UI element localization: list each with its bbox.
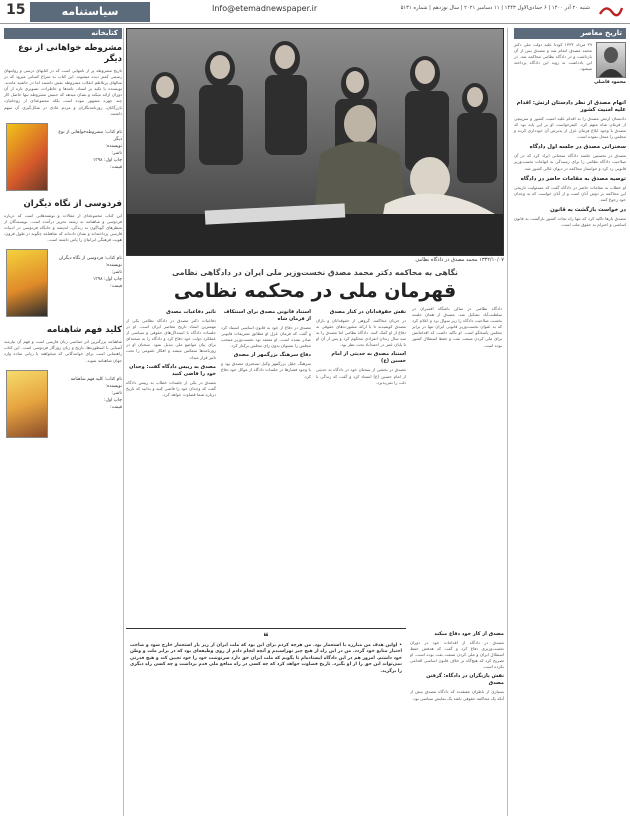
article-headline: قهرمان ملی در محکمه نظامی — [173, 280, 457, 302]
book-review-title: مشروطه خواهانی از نوع دیگر — [18, 43, 122, 64]
column-heading: مصدق به رییس دادگاه گفت: وجدان خود را قاضی کنید — [129, 363, 216, 377]
header-divider — [0, 23, 630, 24]
article-column — [316, 306, 406, 626]
column-heading: تاثیر دفاعیات مصدق — [166, 309, 216, 315]
book-review-text: شاهنامه بزرگترین اثر حماسی زبان فارسی است و فهم آن نیازمند آشنایی با اسطوره‌ها، تاریخ و زبان روزگار فردوسی است. این کتاب راهنمایی است برای خوانندگانی که میخواهند با زبانی ساده وارد جهان شاهنامه شوند. — [4, 339, 122, 363]
column-heading: مصدق از کار خود دفاع میکند — [434, 631, 504, 637]
column-text: مصدق در یکی از جلسات خطاب به رییس دادگاه گفت که وجدان خود را قاضی کنید و بدانید که تاریخ درباره شما قضاوت خواهد کرد. — [126, 379, 216, 397]
section-text: دادستان ارتش مصدق را به اقدام علیه امنیت کشور و سرپیچی از فرمان شاه متهم کرد. کیفرخواست او بر این پایه بود که مصدق با وجود ابلاغ فرمان عزل از پذیرش آن خودداری کرده و مجلس را منحل نموده است. — [514, 116, 626, 140]
article-column — [410, 628, 504, 816]
section-text: مصدق بارها تاکید کرد که تنها راه نجات کشور بازگشت به قانون اساسی و احترام به حقوق ملت است. — [514, 215, 626, 228]
section-heading: اتهام مصدق از نظر دادستان ارتش: اقدام علیه امنیت کشور — [516, 100, 626, 113]
article-column — [412, 306, 502, 626]
section-heading: سخنرانی مصدق در جلسه اول دادگاه — [529, 144, 626, 151]
book-card — [4, 249, 122, 319]
book-info: نام کتاب: مشروطه‌خواهانی از نوع دیگر نویسنده: ناشر: چاپ اول: ۱۳۹۸ قیمت: — [58, 129, 122, 170]
dateline: شنبه ۲۰ آذر ۱۴۰۰ | ۶ جمادی‌الاول ۱۴۴۳ | ۱۱ دسامبر ۲۰۲۱ | سال نوزدهم | شماره ۵۱۳۱ — [400, 5, 590, 11]
article-column — [126, 306, 216, 626]
book-review-text: این کتاب مجموعه‌ای از مقالات و نوشته‌هایی است که درباره فردوسی و شاهنامه به رشته تحریر درآمده است. نویسندگان از منظرهای گوناگون به زندگی، اندیشه و جایگاه فردوسی در ادبیات فارسی پرداخته‌اند و نشان داده‌اند که شاهنامه چگونه در طول قرون، هویت فرهنگی ایرانیان را پاس داشته است. — [4, 212, 122, 243]
section-text: او خطاب به مقامات حاضر در دادگاه گفت که مسئولیت تاریخی این محاکمه بر دوش آنان است و از آنان خواست که به وجدان خود رجوع کنند. — [514, 184, 626, 202]
newspaper-logo — [598, 2, 624, 20]
column-text: مصدق در بخشی از سخنان خود در دادگاه به حدیثی از امام حسین (ع) استناد کرد و گفت که زندگی با ذلت را نمی‌پذیرد. — [316, 367, 406, 385]
book-review-text: تاریخ مشروطه پر از نامهایی است که در کتابهای درسی و روایتهای رسمی کمتر دیده میشوند. این کتاب به سراغ کسانی میرود که در سالهای پرتلاطم انقلاب مشروطه نقش داشتند اما در حاشیه ماندند. نویسنده با تکیه بر اسناد، نامه‌ها و خاطرات، تصویری تازه از آن دوران ارائه میکند و نشان میدهد که جنبش مشروطه تنها حاصل کار چند چهره مشهور نبوده است بلکه مجموعه‌ای از روحانیان، بازرگانان، روزنامه‌نگاران و مردم عادی در شکل‌گیری آن سهم داشتند. — [4, 68, 122, 116]
column-text: سرهنگ جلیل بزرگمهر وکیل تسخیری مصدق بود و با وجود فشارها در جلسات دادگاه از موکل خود دفاع کرد. — [221, 361, 311, 379]
column-text: مصدق در دادگاه از اقدامات خود در دوران نخست‌وزیری دفاع کرد و گفت که هدفش حفظ استقلال ایران و ملی کردن صنعت نفت بوده است. او تصریح کرد که هیچ‌گاه بر خلاف قانون اساسی اقدامی نکرده است. — [410, 640, 504, 670]
email-link[interactable]: Info@etemadnewspaper.ir — [212, 4, 318, 13]
column-heading: نقش بازیگران در دادگاه: گرفتن مصدق — [426, 673, 504, 687]
column-text: دفاعیات دکتر مصدق در دادگاه نظامی یکی از مهمترین اسناد تاریخ معاصر ایران است. او در جلسات دادگاه با استدلال‌های حقوقی و سیاسی از عملکرد دولت خود دفاع کرد و دادگاه را به صحنه‌ای برای بیان مواضع ملی تبدیل نمود. سخنان او در روزنامه‌ها منعکس میشد و افکار عمومی را تحت تاثیر قرار میداد. — [126, 318, 216, 360]
column-divider — [507, 28, 508, 816]
book-cover-image — [6, 370, 48, 438]
book-review-title: کلید فهم شاهنامه — [46, 325, 122, 336]
trial-photo — [126, 28, 504, 256]
author-intro-text: ۲۹ مرداد ۱۳۳۲ کودتا علیه دولت ملی دکتر محمد مصدق انجام شد و مصدق پس از آن بازداشت و در دادگاه نظامی محاکمه شد. در این یادداشت به روند این دادگاه پرداخته میشود. — [514, 42, 593, 71]
column-heading: استناد قانونی مصدق برای استنکاف از فرمان شاه — [223, 309, 311, 322]
right-column-tag: تاریخ معاصر — [514, 28, 626, 39]
section-heading: توصیه مصدق به مقامات حاضر در دادگاه — [520, 175, 626, 182]
page-number: 15 — [6, 2, 26, 18]
book-info: نام کتاب: فردوسی از نگاه دیگران نویسنده: ناشر: چاپ اول: ۱۳۹۸ قیمت: — [58, 256, 122, 290]
section-text: مصدق در نخستین جلسه دادگاه سخنانی ایراد کرد که در آن صلاحیت دادگاه نظامی را برای رسیدگی به اتهامات نخست‌وزیر قانونی رد کرد و خواستار محاکمه در دیوان عالی کشور شد. — [514, 153, 626, 171]
page-header — [0, 0, 630, 24]
pull-quote-box — [126, 628, 406, 816]
book-card — [4, 370, 122, 440]
quote-icon: ❝ — [263, 632, 269, 643]
author-avatar — [596, 42, 626, 78]
book-cover-image — [6, 249, 48, 317]
photo-caption: ۱۳۳۲/۱۰/۰۷ محمد مصدق در دادگاه نظامی — [415, 257, 504, 263]
pull-quote-text: • اولین هدف من مبارزه با استعمار بود. من هرچه کردم برای این بود که ملت ایران از زیر بار استعمار خارج شود و صاحب اختیار منابع خود گردد. من در این راه از هیچ چیز نهراسیدم و آنچه انجام دادم از روی وظیفه‌ای بود که در برابر ملت و وطن خود داشتم. امروز هم در این دادگاه ایستاده‌ام تا بگویم که ملت ایران حق دارد سرنوشت خود را خود تعیین کند و هیچ قدرتی نمی‌تواند این حق را از او بگیرد. تاریخ قضاوت خواهد کرد که چه کسی در راه منافع ملی قدم برداشت و چه کسی راه دیگری را برگزید. — [130, 643, 402, 674]
article-subheadline: نگاهی به محاکمه دکتر محمد مصدق نخست‌وزیر ملی ایران در دادگاهی نظامی — [172, 268, 458, 277]
left-column-tag: کتابخانه — [4, 28, 122, 39]
column-heading: دفاع سرهنگ بزرگمهر از مصدق — [233, 352, 311, 359]
article-column — [221, 306, 311, 626]
book-cover-image — [6, 123, 48, 191]
author-name: محمود فاضلی — [594, 80, 626, 85]
right-column — [514, 28, 626, 816]
column-text: مصدق در دفاع از خود به قانون اساسی استناد کرد و گفت که فرمان عزل او مطابق تشریفات قانونی صادر نشده است. او معتقد بود نخست‌وزیر منتخب مجلس را نمیتوان بدون رای مجلس برکنار کرد. — [221, 325, 311, 349]
book-review-title: فردوسی از نگاه دیگران — [23, 198, 122, 209]
section-heading: در خواست بازگشت به قانون — [550, 206, 626, 213]
column-text: در جریان محاکمه، گروهی از حقوقدانان و یاران مصدق کوشیدند تا با ارائه مشورت‌های حقوقی به دفاع از او کمک کنند. دادگاه نظامی اما مصدق را به سه سال زندان انفرادی محکوم کرد و پس از آن او تا پایان عمر در احمدآباد تحت نظر بود. — [316, 318, 406, 348]
author-box — [514, 42, 626, 96]
column-heading: استناد مصدق به حدیثی از امام حسین (ع) — [331, 351, 406, 365]
column-text: دادگاه نظامی در سالن باشگاه افسران در سلطنت‌آباد تشکیل شد. مصدق از همان جلسه نخست صلاحیت دادگاه را زیر سوال برد و اعلام کرد که به عنوان نخست‌وزیر قانونی ایران تنها در برابر مجلس پاسخگو است. او تاکید داشت که اقداماتش برای ملی کردن صنعت نفت و حفظ استقلال کشور بوده است. — [412, 306, 502, 348]
section-label: سیاستنامه — [30, 2, 150, 22]
left-column — [4, 28, 122, 816]
column-text: بسیاری از ناظران معتقدند که دادگاه مصدق بیش از آنکه یک محاکمه حقوقی باشد یک نمایش سیاسی بود. — [410, 689, 504, 701]
column-divider — [123, 28, 124, 816]
book-info: نام کتاب: کلید فهم شاهنامه نویسنده: ناشر: چاپ اول: قیمت: — [70, 376, 122, 410]
column-heading: نقش حقوقدانان در کنار مصدق — [329, 309, 406, 315]
book-card — [4, 123, 122, 193]
